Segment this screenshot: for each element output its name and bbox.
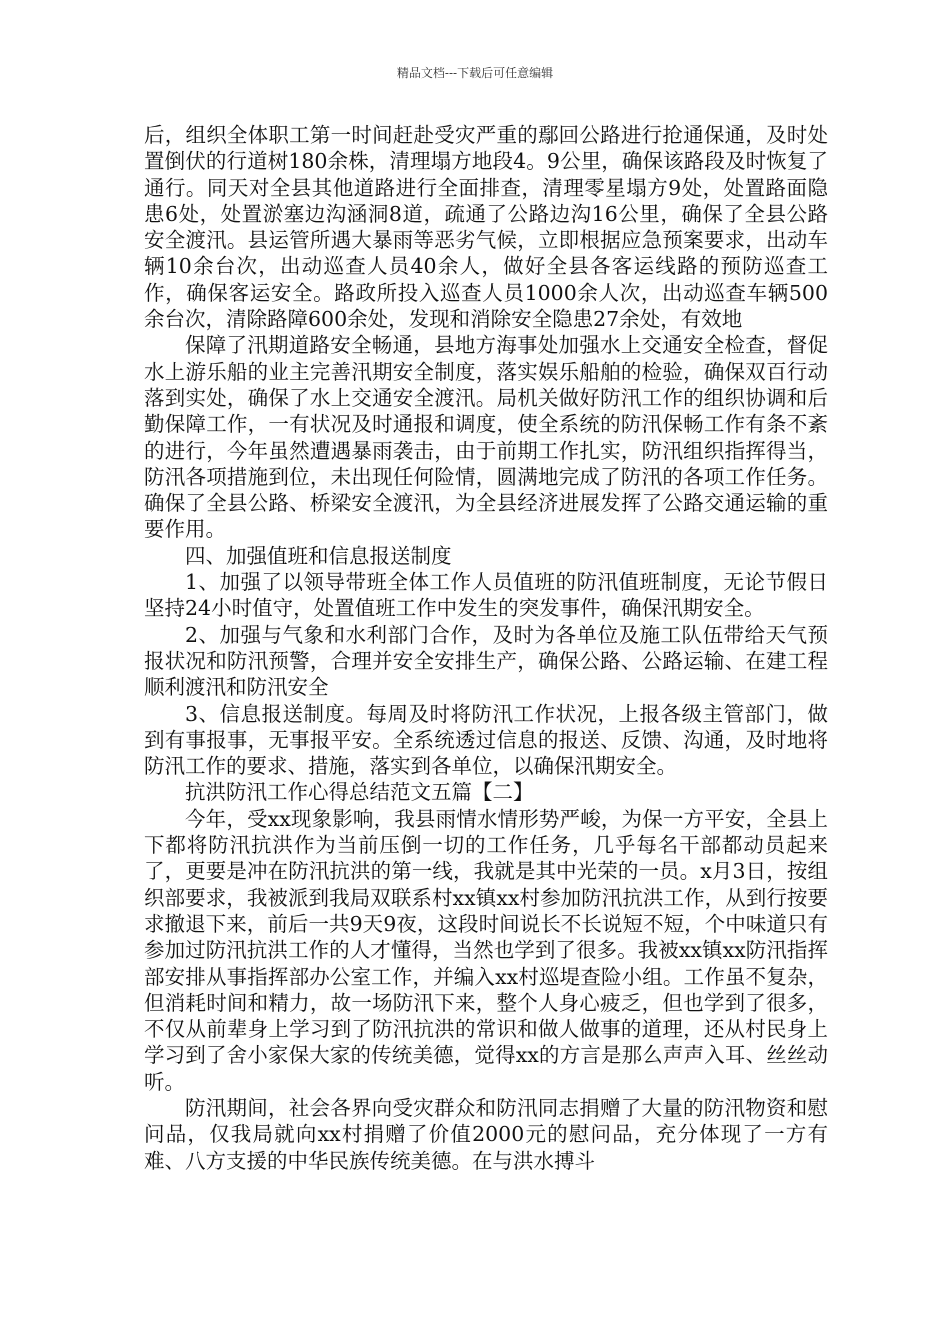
paragraph-item-1: 1、加强了以领导带班全体工作人员值班的防汛值班制度，无论节假日坚持24小时值守，处置值班工作中发生的突发事件，确保汛期安全。: [144, 570, 828, 621]
paragraph-2: 保障了汛期道路安全畅通，县地方海事处加强水上交通安全检查，督促水上游乐船的业主完善汛期安全制度，落实娱乐船舶的检验，确保双百行动落到实处，确保了水上交通安全渡汛。局机关做好防汛工作的组织协调和后勤保障工作，一有状况及时通报和调度，使全系统的防汛保畅工作有条不紊的进行，今年虽然遭遇暴雨袭击，由于前期工作扎实，防汛组织指挥得当，防汛各项措施到位，未出现任何险情，圆满地完成了防汛的各项工作任务。确保了全县公路、桥梁安全渡汛，为全县经济进展发挥了公路交通运输的重要作用。: [144, 333, 828, 542]
document-body: [144, 122, 828, 1174]
page-header: 精品文档---下载后可任意编辑: [396, 66, 554, 80]
paragraph-item-3: 3、信息报送制度。每周及时将防汛工作状况，上报各级主管部门，做到有事报事，无事报平安。全系统透过信息的报送、反馈、沟通，及时地将防汛工作的要求、措施，落实到各单位，以确保汛期安全。: [144, 701, 828, 779]
paragraph-1: 后，组织全体职工第一时间赶赴受灾严重的鄢回公路进行抢通保通，及时处置倒伏的行道树180余株，清理塌方地段4。9公里，确保该路段及时恢复了通行。同天对全县其他道路进行全面排查，清理零星塌方9处，处置路面隐患6处，处置淤塞边沟涵洞8道，疏通了公路边沟16公里，确保了全县公路安全渡汛。县运管所遇大暴雨等恶劣气候，立即根据应急预案要求，出动车辆10余台次，出动巡查人员40余人，做好全县各客运线路的预防巡查工作，确保客运安全。路政所投入巡查人员1000余人次，出动巡查车辆500余台次，清除路障600余处，发现和消除安全隐患27余处，有效地: [144, 123, 828, 332]
section-heading-4: 四、加强值班和信息报送制度: [185, 543, 452, 568]
paragraph-item-2: 2、加强与气象和水利部门合作，及时为各单位及施工队伍带给天气预报状况和防汛预警，合理并安全安排生产，确保公路、公路运输、在建工程顺利渡汛和防汛安全: [144, 622, 828, 700]
paragraph-4: 防汛期间，社会各界向受灾群众和防汛同志捐赠了大量的防汛物资和慰问品，仅我局就向xx村捐赠了价值2000元的慰问品，充分体现了一方有难、八方支援的中华民族传统美德。在与洪水搏斗: [144, 1095, 828, 1173]
article-title-2: 抗洪防汛工作心得总结范文五篇【二】: [185, 780, 534, 805]
paragraph-3: 今年，受xx现象影响，我县雨情水情形势严峻，为保一方平安，全县上下都将防汛抗洪作为当前压倒一切的工作任务，几乎每名干部都动员起来了，更要是冲在防汛抗洪的第一线，我就是其中光荣的一员。x月3日，按组织部要求，我被派到我局双联系村xx镇xx村参加防汛抗洪工作，从到行按要求撤退下来，前后一共9天9夜，这段时间说长不长说短不短，个中味道只有参加过防汛抗洪工作的人才懂得，当然也学到了很多。我被xx镇xx防汛指挥部安排从事指挥部办公室工作，并编入xx村巡堤查险小组。工作虽不复杂，但消耗时间和精力，故一场防汛下来，整个人身心疲乏，但也学到了很多，不仅从前辈身上学习到了防汛抗洪的常识和做人做事的道理，还从村民身上学习到了舍小家保大家的传统美德，觉得xx的方言是那么声声入耳、丝丝动听。: [144, 806, 828, 1094]
